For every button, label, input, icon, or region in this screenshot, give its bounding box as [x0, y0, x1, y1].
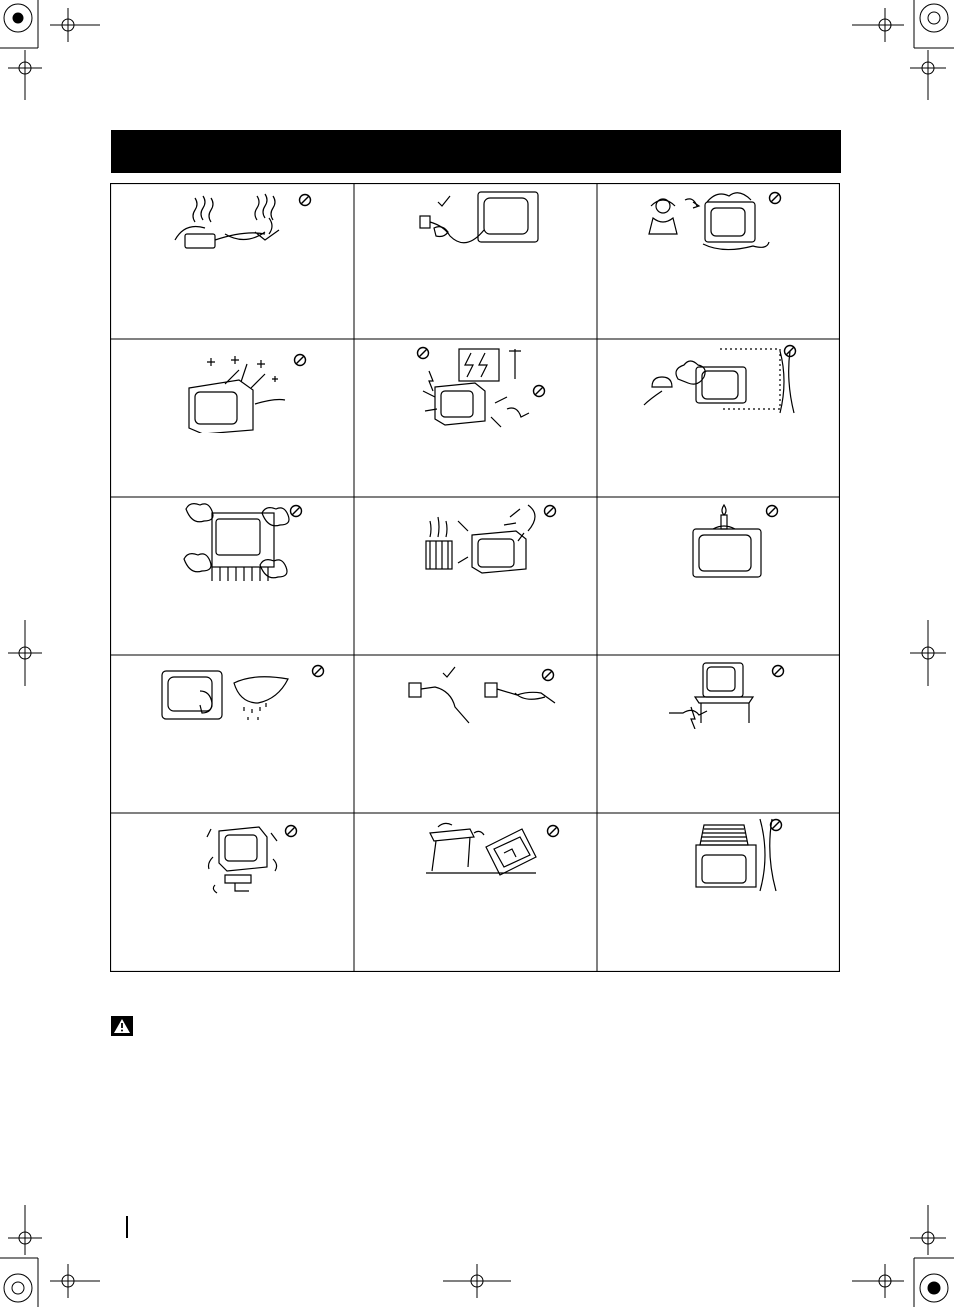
prohibited-mark [767, 506, 778, 517]
wet-cloth-tv-icon [160, 661, 330, 741]
prohibited-mark [771, 820, 782, 831]
falling-tv-icon [420, 819, 570, 884]
blocked-vents-tv-icon [690, 815, 800, 895]
prohibited-mark [548, 826, 559, 837]
heater-sun-tv-icon [420, 501, 560, 586]
section-header-bar [111, 130, 841, 173]
plug-pull-icon [405, 661, 565, 736]
prohibited-mark [291, 506, 302, 517]
damaged-cord-stand-icon [665, 659, 795, 729]
dusty-enclosure-tv-icon [180, 503, 330, 588]
prohibited-mark [313, 666, 324, 677]
candle-on-tv-icon [685, 501, 795, 586]
prohibited-mark [770, 193, 781, 204]
prohibited-mark [543, 670, 554, 681]
prohibited-mark [773, 666, 784, 677]
unstable-tv-icon [205, 819, 335, 899]
tv-plug-outlet-icon [410, 188, 550, 258]
prohibited-mark [286, 826, 297, 837]
safety-illustration-grid [110, 183, 840, 972]
steam-humidity-tv-icon [630, 343, 820, 428]
prohibited-mark [295, 355, 306, 366]
prohibited-mark [418, 348, 545, 397]
prohibited-mark [545, 506, 556, 517]
prohibited-mark [300, 195, 311, 206]
liquid-spill-tv-icon [645, 188, 825, 258]
caution-icon [111, 1016, 133, 1036]
lightning-tv-icon [415, 343, 555, 433]
page-number-bar [126, 1216, 128, 1238]
overloaded-power-strip-icon [165, 188, 335, 263]
objects-into-tv-icon [185, 348, 335, 433]
